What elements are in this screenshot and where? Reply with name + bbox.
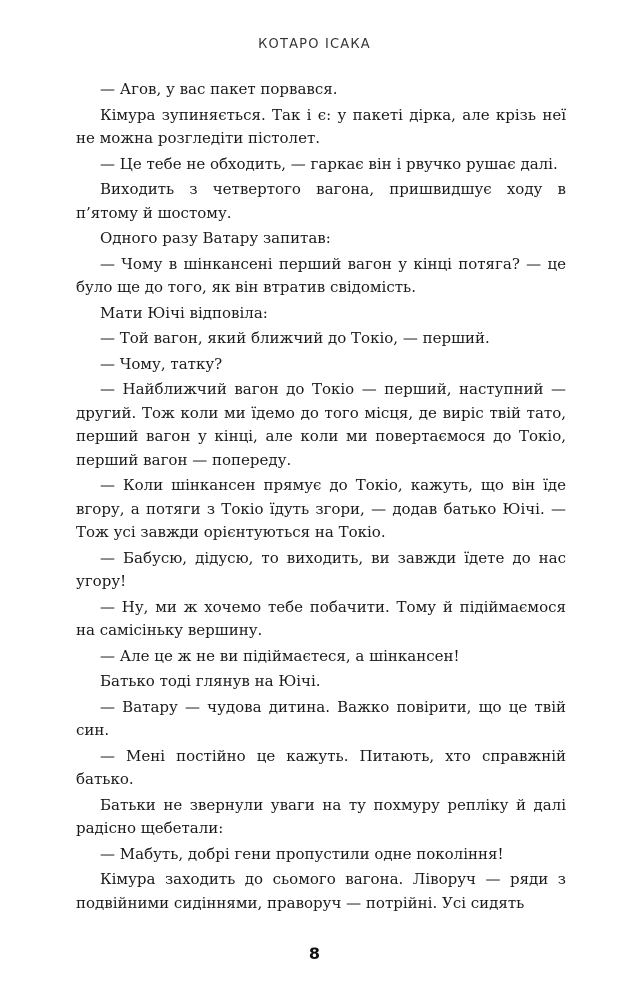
running-head: КОТАРО ІСАКА [258, 37, 371, 52]
paragraph: — Ватару — чудова дитина. Важко повірити, що це твій син. [76, 697, 566, 739]
paragraph: Батько тоді глянув на Юічі. [100, 672, 321, 690]
body-text [76, 78, 566, 917]
paragraph: — Мені постійно це кажуть. Питають, хто справжній батько. [76, 746, 566, 788]
paragraph: Одного разу Ватару запитав: [100, 229, 331, 247]
paragraph: — Але це ж не ви підіймаєтеся, а шінкансен! [100, 646, 460, 665]
paragraph: — Чому в шінкансені перший вагон у кінці потяга? — це було ще до того, як він втратив свідомість. [76, 254, 566, 296]
page-number: 8 [308, 944, 321, 963]
paragraph: Мати Юічі відповіла: [100, 303, 268, 322]
paragraph: — Мабуть, добрі гени пропустили одне покоління! [100, 844, 504, 863]
paragraph: — Ну, ми ж хочемо тебе побачити. Тому й підіймаємося на самісіньку вершину. [76, 597, 566, 639]
paragraph: — Коли шінкансен прямує до Токіо, кажуть, що він їде вгору, а потяги з Токіо їдуть згори, — додав батько Юічі. — Тож усі завжди орієнтуються на Токіо. [76, 476, 566, 541]
paragraph: — Агов, у вас пакет порвався. [100, 80, 338, 98]
paragraph: Кімура зупиняється. Так і є: у пакеті дірка, але крізь неї не можна розгледіти пістолет. [76, 105, 566, 147]
paragraph: — Той вагон, який ближчий до Токіо, — перший. [100, 329, 490, 347]
paragraph: Виходить з четвертого вагона, пришвидшує ходу в п’ятому й шостому. [76, 180, 566, 222]
paragraph: Кімура заходить до сьомого вагона. Ліворуч — ряди з подвійними сидіннями, праворуч — потрійні. Усі сидять [76, 870, 566, 912]
paragraph: — Бабусю, дідусю, то виходить, ви завжди їдете до нас угору! [76, 548, 566, 590]
paragraph: Батьки не звернули уваги на ту похмуру репліку й далі радісно щебетали: [76, 795, 566, 837]
paragraph: — Найближчий вагон до Токіо — перший, наступний — другий. Тож коли ми їдемо до того місця, де виріс твій тато, перший вагон у кінці, але коли ми повертаємося до Токіо, перший вагон — попереду. [76, 380, 566, 469]
paragraph: — Це тебе не обходить, — гаркає він і рвучко рушає далі. [100, 154, 558, 173]
paragraph: — Чому, татку? [100, 354, 223, 373]
